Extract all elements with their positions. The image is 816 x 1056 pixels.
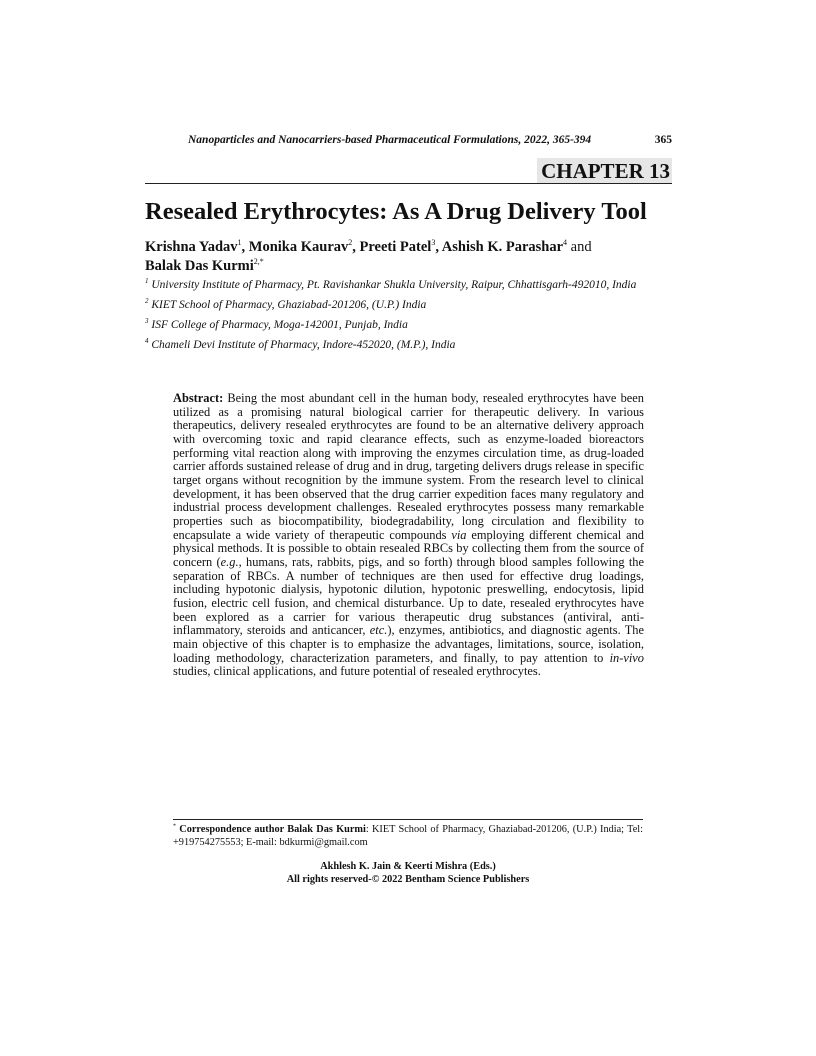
affiliation-text: Chameli Devi Institute of Pharmacy, Indore-452020, (M.P.), India bbox=[151, 339, 456, 351]
affiliation bbox=[145, 319, 672, 333]
abstract-text: Being the most abundant cell in the human body, resealed erythrocytes have been utilized as a promising natural biological carrier for therapeutic delivery. In various therapeutics, delivery resealed erythrocytes are found to be an alternative delivery approach with overcoming toxic and rapid clearance effects, such as enzyme-loaded bioreactors performing vital reaction along with improving the enzymes circulation time, as drug-loaded carrier affords sustained release of drug and in drug, targeting delivers drugs release in specific target organs without recognition by the immune system. From the research level to clinical development, it has been observed that the drug carrier expedition faces many regulatory and industrial process development challenges. Resealed erythrocytes possess many remarkable properties such as biocompatibility, biodegradability, long circulation and flexibility to encapsulate a wide variety of therapeutic compounds bbox=[173, 391, 644, 542]
affiliation-num: 2 bbox=[145, 297, 149, 306]
editors: Akhlesh K. Jain & Keerti Mishra (Eds.) bbox=[320, 861, 496, 872]
year-pages: , 2022, 365-394 bbox=[518, 134, 592, 146]
affiliation-list bbox=[145, 279, 672, 359]
footnote-label: Correspondence author Balak Das Kurmi bbox=[176, 824, 366, 835]
author-sep: , bbox=[352, 239, 360, 255]
abstract-text: employing different chemical and physical methods. It is possible to obtain resealed RBCs by collecting them from the source of concern ( bbox=[173, 527, 644, 570]
author-list bbox=[145, 238, 672, 276]
page-number: 365 bbox=[654, 134, 672, 146]
author-sep: , bbox=[435, 239, 442, 255]
author-name: Balak Das Kurmi bbox=[145, 258, 254, 274]
author-sup: 2 bbox=[348, 238, 353, 248]
chapter-title: Resealed Erythrocytes: As A Drug Delivery Tool bbox=[145, 198, 647, 225]
abstract-italic: in-vivo bbox=[609, 650, 644, 665]
abstract-italic: etc. bbox=[369, 623, 388, 638]
abstract-label: Abstract: bbox=[173, 391, 224, 405]
running-head-title bbox=[188, 133, 643, 147]
publisher-info bbox=[173, 861, 643, 886]
footnote bbox=[173, 823, 643, 849]
footnote-text: : KIET School of Pharmacy, Ghaziabad-201206, (U.P.) India; Tel: +919754275553; E-mail: bdkurmi@gmail.com bbox=[173, 824, 643, 848]
footnote-mark: * bbox=[173, 823, 176, 830]
abstract-italic: via bbox=[451, 527, 467, 542]
affiliation-text: ISF College of Pharmacy, Moga-142001, Punjab, India bbox=[151, 319, 408, 331]
affiliation-text: University Institute of Pharmacy, Pt. Ravishankar Shukla University, Raipur, Chhattisgarh-492010, India bbox=[151, 279, 637, 291]
author-name: Krishna Yadav bbox=[145, 239, 238, 255]
author-sup: 4 bbox=[563, 238, 568, 248]
abstract-text: , humans, rats, rabbits, pigs, and so forth) through blood samples following the separation of RBCs. A number of techniques are then used for effective drug loadings, including hypotonic dialysis, hypotonic dilution, hypotonic preswelling, endocytosis, lipid fusion, electric cell fusion, and chemical disturbance. Up to date, resealed erythrocytes have been explored as a carrier for various therapeutic drug substances (antiviral, anti-inflammatory, steroids and anticancer, bbox=[173, 555, 644, 638]
chapter-label: CHAPTER 13 bbox=[537, 158, 672, 183]
copyright: All rights reserved-© 2022 Bentham Science Publishers bbox=[286, 873, 530, 885]
footnote-rule bbox=[173, 819, 643, 820]
author-sup: 3 bbox=[431, 238, 436, 248]
affiliation bbox=[145, 339, 672, 353]
affiliation-num: 4 bbox=[145, 337, 149, 346]
affiliation bbox=[145, 299, 672, 313]
affiliation-text: KIET School of Pharmacy, Ghaziabad-201206, (U.P.) India bbox=[151, 299, 427, 311]
affiliation-num: 3 bbox=[145, 317, 149, 326]
abstract-text: studies, clinical applications, and future potential of resealed erythrocytes. bbox=[173, 664, 541, 679]
header-rule bbox=[145, 183, 672, 184]
abstract-text: ), enzymes, antibiotics, and diagnostic agents. The main objective of this chapter is to emphasize the advantages, limitations, source, isolation, loading methodology, characterization parameters, and finally, to pay attention to bbox=[173, 623, 644, 665]
abstract bbox=[173, 392, 644, 679]
book-title: Nanoparticles and Nanocarriers-based Pharmaceutical Formulations bbox=[188, 134, 519, 146]
author-sup: 1 bbox=[237, 238, 242, 248]
author-sup: 2,* bbox=[253, 257, 264, 267]
author-sep: and bbox=[567, 239, 592, 255]
author-name: Preeti Patel bbox=[359, 239, 432, 255]
running-head bbox=[188, 133, 672, 147]
affiliation-num: 1 bbox=[145, 277, 149, 286]
author-sep: , bbox=[241, 239, 249, 255]
author-name: Monika Kaurav bbox=[248, 239, 349, 255]
affiliation bbox=[145, 279, 672, 293]
author-name: Ashish K. Parashar bbox=[441, 239, 564, 255]
abstract-italic: e.g. bbox=[220, 555, 239, 570]
